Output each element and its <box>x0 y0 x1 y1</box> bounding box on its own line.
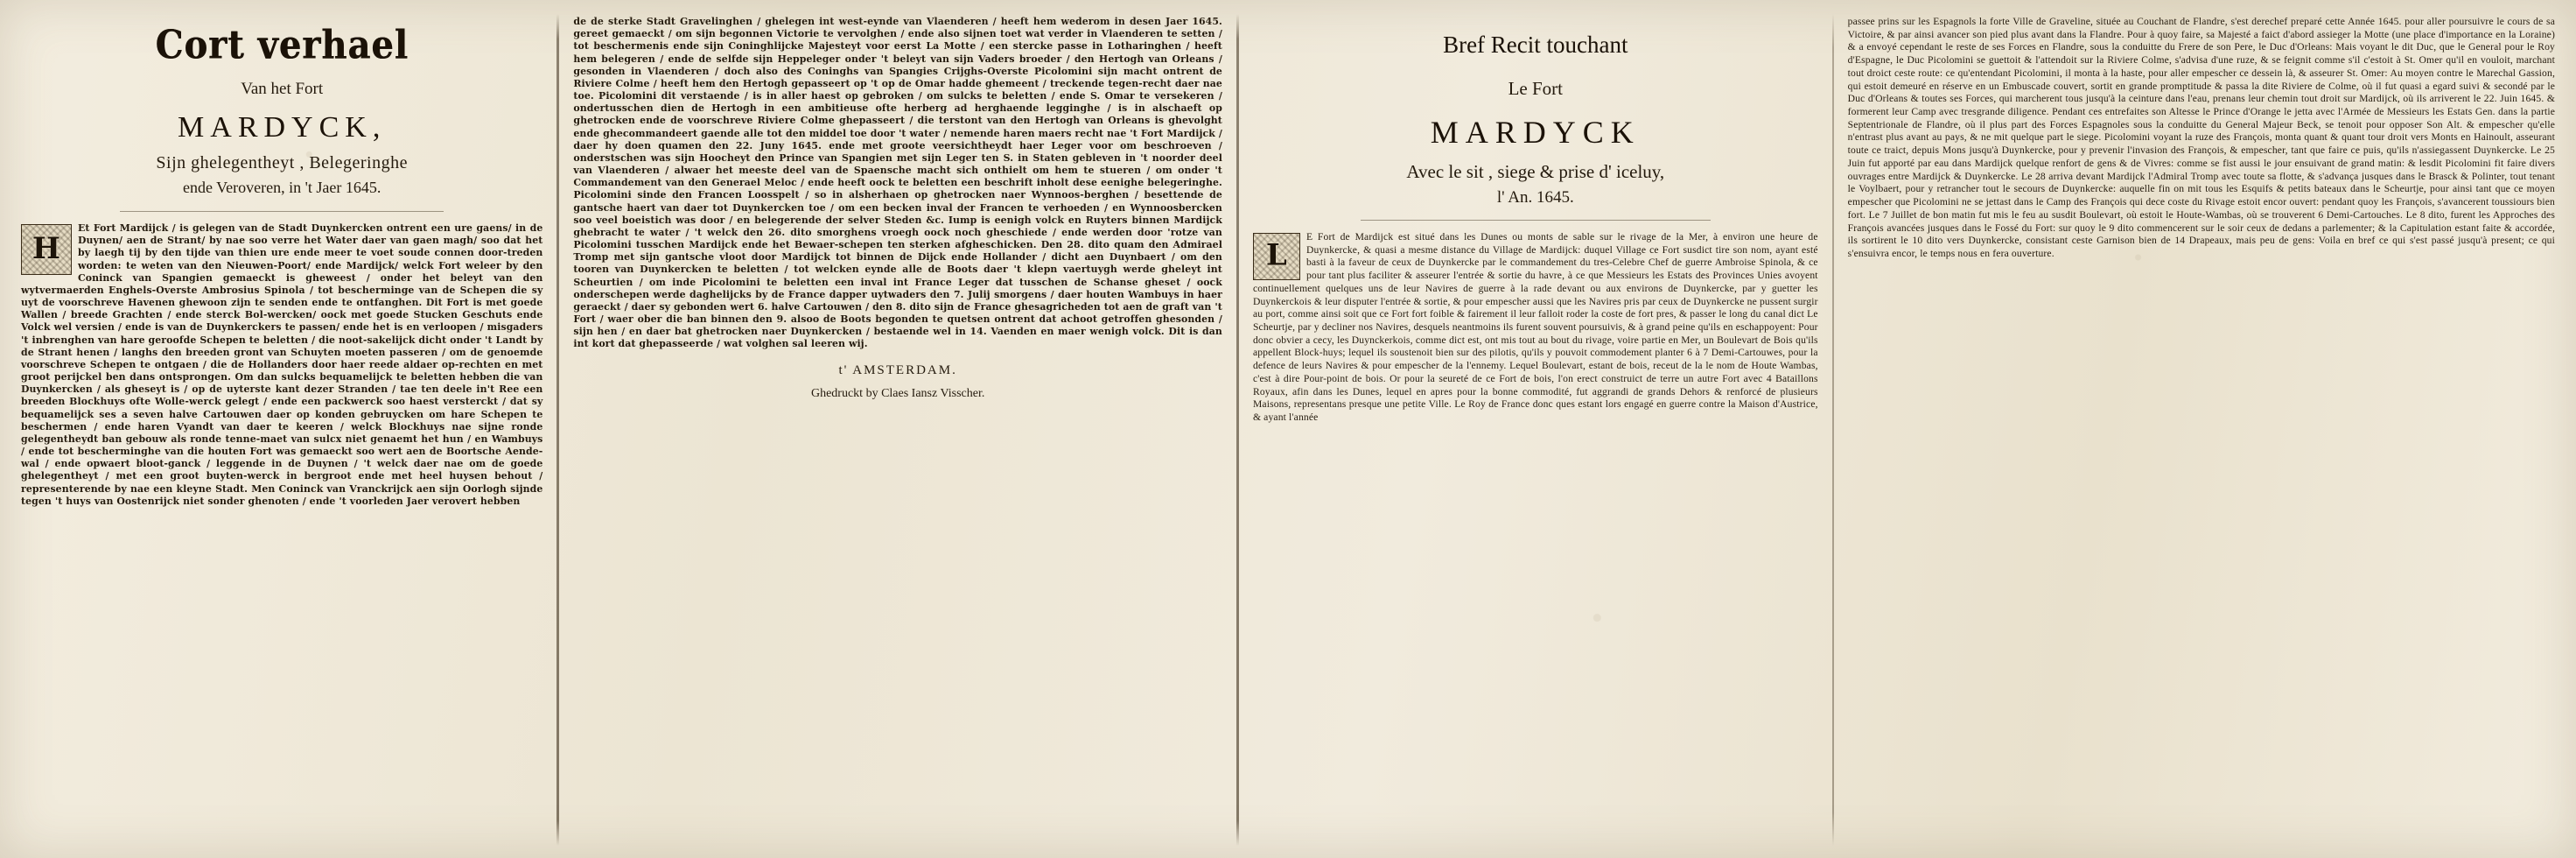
imprint-city: t' AMSTERDAM. <box>838 362 957 377</box>
dutch-body-text <box>21 222 542 508</box>
dutch-subtitle-van-het-fort: Van het Fort <box>241 80 324 98</box>
french-drop-cap-letter: L <box>1265 237 1287 273</box>
french-body-paragraph: E Fort de Mardijck est situé dans les Dunes ou monts de sable sur le rivage de la Mer, à environ une heure de Duynkercke, & quasi a mesme distance du Village de Mardijck: duquel Village ce Fort susdict tire son nom, ayant esté basti à la faveur de ceux de Duynkercke par le commandement du tres-Celebre Chef de guerre Ambroise Spinola, & ce pour tant plus faciliter & asseurer l'entrée & sortie du havre, à ce que Messieurs les Estats des Provinces Unies avoyent continuellement quelques uns de leur Navires de guerre à la rade devant ou aux environs de Duynkercke, par y guetter les Duynkerckois & leur disputer l'entrée & sortie, & pour empescher aussi que les Navires pris par ceux de Duynkercke ne pussent surgir au port, comme ainsi soit que ce Fort fort foible & fairement il leur falloit roder la coste de fort pres, & passer le long du canal dict Le Scheurtje, par y decliner nos Navires, desquels neantmoins ils furent souvent poursuivis, & à grand peine qu'ils en eschappoyent: Pour donc obvier a cecy, les Duynckerkois, comme dict est, ont mis tout au bout du rivage, voire partie en Mer, un Boulevart de Bois qu'ils appellent Block-huys; lequel ils soustenoit bien sur des pilotis, qu'ils y pouvoit commodement planter 6 à 7 Demi-Cartouwes, pour la defence de leurs Navires & pour empescher de la l'ennemy. Lequel Boulevart, estant de bois, receut de la le nom de Houte Wambas, c'est à dire Pour-point de bois. Or pour la seureté de ce Fort de bois, l'on erect construict de terre un autre Fort avec 4 Bataillons Royaux, afin dans les Dunes, lequel en apres pour la bonne commodité, fut aggrandi de grands Dehors & renforcé de plusieurs Maisons, representans presque une petite Ville. Le Roy de France donc ques estant lors engagé en guerre contre la Maison d'Austrice, & ayant l'année <box>1252 231 1818 424</box>
french-subtitle-line2: Avec le sit , siege & prise d' iceluy, <box>1406 161 1665 182</box>
french-subtitle-le-fort: Le Fort <box>1508 78 1563 99</box>
french-title: Bref Recit touchant <box>1443 32 1628 58</box>
column-rule-2 <box>1236 14 1239 846</box>
french-fort-name: MARDYCK <box>1430 115 1641 150</box>
french-drop-cap <box>1253 233 1300 280</box>
column-rule-3 <box>1832 14 1834 846</box>
page-columns <box>9 11 2567 849</box>
column-dutch-continuation <box>561 11 1235 849</box>
column-french-title <box>1241 11 1830 849</box>
dutch-drop-cap-letter: H <box>32 231 61 267</box>
french-subtitle-line3: l' An. 1645. <box>1496 188 1574 207</box>
dutch-subtitle-line3: ende Veroveren, in 't Jaer 1645. <box>183 179 382 196</box>
dutch-title-gothic: Cort verhael <box>155 22 409 68</box>
imprint-printer: Ghedruckt by Claes Iansz Visscher. <box>810 386 985 400</box>
french-title-divider <box>1361 220 1711 221</box>
dutch-drop-cap <box>21 224 72 275</box>
french-body-paragraph-2: passee prins sur les Espagnols la forte Ville de Graveline, située au Couchant de Flandre, s'est derechef preparé cette Année 1645. pour aller poursuivre le cours de sa Victoire, & par ainsi avancer son pied plus avant dans la Flandre. Pour à quoy faire, sa Majesté a faict d'abord assieger la Motte (une place d'importance en la Loraine) & a envoyé cependant le reste de ses Forces en Flandre, sous la conduitte du Frere de son Pere, le Duc d'Orleans: Mais voyant le dit Duc, que le General pour le Roy d'Espagne, le Duc Picolomini se guettoit & l'attendoit sur la Riviere Colme, s'advisa d'une ruze, & se feignit comme s'il c'estoit à St. Omer qu'il en vouloit, marchant tout droict ceste route: ce qu'entendant Picolomini, il monta à la haste, pour aller empescher ce dessein là, & asseurer St. Omer: Au moyen contre le Marechal Gassion, qui estoit demeuré en réserve en un Embuscade couvert, sortit en grande promptitude & passa la dite Riviere de Colme, où il fut quasi a egard suivi & secondé par le Duc d'Orleans & toutes ses Forces, qui marcherent tous jusqu'à la ceinture dans l'eau, prenans leur chemin tout droit sur Mardijck, où ils arriverent le 22. Juin 1645. & formerent leur Camp avec tresgrande diligence. Pendant ces entrefaites son Altesse le Prince d'Orange le jetta avec l'Armée de Messieurs les Estats Gen. dans la partie Septentrionale de Flandre, où il plus part des Forces Espagnoles sous la conduitte du General Majeur Beck, se tenoit pour opposer Son Alt. & empescher qu'elle n'entrast plus avant au pays, & ne mit quelque part le siege. Picolomini voyant la ruze des François, monta quant & quant tour droit vers Monts en Hainoult, asseurant toute ce traict, depuis Mons jusqu'à Duynkercke, pour y prevenir l'invasion des François, & empescher, tant que faire ce puis, qu'ils n'assiegassent Duynkercke. Le 25 Juin fut apporté par eau dans Mardijck quelque renfort de gens & de Vivres: comme se fist aussi le jour ensuivant de grand matin: & lesdit Picolomini fit faire divers ouvrages entre Mardijck & Duynkercke. Le 28 arriva devant Mardijck l'Admiral Tromp avec toute sa flotte, & s'advança jusques dans le Brasck & Polinter, tout tenant le Voylbaert, pour y retrancher tout le secours de Duynkercke: auquelle fin on mit tous les Esquifs & petits bateaux dans le Scheurtje, pour ainsi tant que ce moyen empescher que Picolomini ne se jettast dans le Camp des François qui dece coste du Rivage estoit encor ouvert: pendant quoy les François, s'avancerent toussiours bien fort. Le 7 Juillet de bon matin fut mis le feu au susdit Boulevart, où estoit le Houte-Wambas, où se trouverent 6 Demi-Cartouches. Le 8 dito, furent les Approches des François avancées jusques dans le Fossé du Fort: sur quoy le 9 dito commencerent sur le soir ceux de dedans a parlementer; & la Capitulation estant faite & accordée, ils sortirent le 10 dito vers Duynkercke, consistant ceste Garnison bien de 14 Drapeaux, mais peu de gens: Voila en bref ce qui s'est passé jusqu'à present; ce qui s'ensuivra encor, le temps nous en fera ouverture. <box>1847 16 2555 259</box>
french-body-text <box>1253 231 1818 425</box>
column-french-continuation <box>1836 11 2567 849</box>
column-dutch-title <box>9 11 555 849</box>
dutch-fort-name: MARDYCK, <box>178 111 387 144</box>
title-divider <box>120 211 444 212</box>
column-rule-1 <box>556 14 559 846</box>
french-body-text-continued <box>1848 16 2555 261</box>
dutch-subtitle-line2: Sijn ghelegentheyt , Belegeringhe <box>156 153 408 172</box>
dutch-body-paragraph: Et Fort Mardijck / is gelegen van de Stadt Duynkercken ontrent een ure gaens/ in de Duynen/ aen de Strant/ by nae soo verre het Water daer van gaen magh/ soo dat het by laegh tij by den tijde van thien ure ende meer te voet soude connen door-treden worden: te weten van den Nieuwen-Poort/ ende Mardijck/ welck Fort weleer by den Coninck van Spangien gemaeckt is gheweest / onder het beleyt van den wytvermaerden Enghels-Overste Ambrosius Spinola / tot bescherminge van de Schepen die sy uyt de voorschreve Havenen ghewoon zijn te senden ende te ontfanghen. Dit Fort is met goede Wallen / breede Grachten / ende sterck Bol-wercken/ oock met goede Stucken Geschuts ende Volck wel versien / ende is van de Duynkerckers te passen/ ende het is en verloopen / misgaders 't inbrenghen van hare geroofde Schepen te beletten / die noot-sakelijck dicht onder 't Landt by de Strant henen / langhs den breeden gront van Schuyten moeten passeren / om de genoemde voorschreve Schepen te ontgaen / die de Hollanders door haer reede aldaer op-rechten en met groot perijckel ben dans ontsprongen. Om dan sulcks bequamelijck te beletten hebben die van Duynkercken / als gheseyt is / op de uyterste kant dezer Stranden / tae ten deele in't Ree een breeden Blockhuys ofte Wolle-werck gelegt / ende een packwerck soo haest versterckt / dat sy bequamelijck ses a seven halve Cartouwen daer op konden gebruycken om hare Schepen te beschermen / ende haren Vyandt van daer te keeren / welck Blockhuys nae sijne ronde gelegentheydt ban gebouw als ronde tenne-maet van sulcx niet genaemt het hun / en Wambuys / ende tot bescherminghe van die houten Fort was gemaeckt soo wert aen de Boortsche Aende-wal / ende opwaert bloot-ganck / leggende in de Duynen / 't welck daer nae om de goede ghelegentheyt / met een groot buyten-werck in bergroot ende met heel huysen behout / representerende by nae een kleyne Stadt. Men Coninck van Vranckrijck aen sijn Oorlogh sijnde tegen 't huys van Oostenrijck niet sonder ghenoten / ende 't voorleden Jaer verovert hebben <box>21 222 543 507</box>
imprint <box>573 363 1222 401</box>
dutch-body-paragraph-2: de de sterke Stadt Gravelinghen / ghelegen int west-eynde van Vlaenderen / heeft hem wederom in desen Jaer 1645. gereet gemaeckt / om sijn begonnen Victorie te vervolghen / ende also sijnen toet wat verder in Vlaenderen te setten / tot beschermenis ende sijn Coninghlijcke Majesteyt voor eerst La Motte / een stercke passe in Lotharinghen / heeft hem belegeren / ende de selfde sijn Heppeleger onder 't beleyt van sijn Vaders broeder / den Hertogh van Orleans / gesonden in Vlaenderen / doch also des Coninghs van Spangies Crijghs-Overste Picolomini sijn macht ontrent de Riviere Colme / heeft hem den Hertogh gepasseert op 't op de Omar hadde ghemeent / treckende tegen-recht daer nae toe. Picolomini dit verstaende / is in aller haest op gebroken / om sulcks te beletten / ende S. Omar te versekeren / ondertusschen dien de Hertogh in een ambitieuse ofte herberg ad herghaende legginghe / is in alschaeft op ghetrocken ende de voorschreve Riviere Colme ghepasseert / die terstont van den Hertogh van Orleans is ghevolght ende ghecommandeert gaende alle tot den middel toe door 't water / nemende haren maers recht nae 't Fort Mardijck / daer hy doen quamen den 22. Juny 1645. ende met groote veersichtheydt haer Leger voor om beschroeven / onderstschen was sijn Hoocheyt den Prince van Spangien met sijn Leger ten S. in Staten gebleven in 't noorder deel van Vlaenderen / alwaer het meeste deel van de Spaensche macht sich onthielt om hem te stueren / om onder 't Commandement van den Generael Meloc / ende heeft oock te beletten een beschrift inholt dese eenighe belegeringhe. Picolomini sinde den Francen Loosspelt / so in alsherhaen op ghetrocken naer Wynnoos-berghen / besettende de gantsche haert van daer tot Duynkercken toe / om een becken inval der Francen te verhoeden / en Wynnoosbercken soo veel boeistich was door / en belegerende der selver Steden &c. Iump is eenigh volck en Ruyters binnen Mardijck ghebracht te water / 't welck den 26. dito smorghens vroegh oock noch gheschiede / ende werden door 'rotze van Picolomini tusschen Mardijck ende het Bewaer-schepen ten sterken afgheschicken. Den 28. dito quam den Admirael Tromp met sijn gantsche vloot door Mardijck tot binnen de Dijck ende Hollander / dicht aen Duynbaert / om den tooren van Duynkercken te beletten / tot welcken eynde alle de Boots daer 't klepn vaertuygh werde gheleyt int Scheurtien / om inde Picolomini te beletten een inval int France Leger dat tusschen de Schanse gheset / oock onderschepen werde daghelijcks by de France dapper uytwaders den 7. Julij smorgens / daer houten Wambuys in haer geraeckt / daer sy gebonden wert 6. halve Cartouwen / den 8. dito sijn de France ghesagricheden tot aen de graft van 't Fort / waer ober die ban binnen den 9. alsoo de Boots begonden te quetsen ontrent dat achoot getroffen ghesonden / sijn hen / en daer bat ghetrocken naer Duynkercken / bestaende wel in 14. Vaenden en maer wenigh volck. Dit is dan int kort dat ghepasseerde / wat volghen sal leeren wij. <box>573 16 1222 350</box>
dutch-body-text-continued <box>573 16 1222 351</box>
